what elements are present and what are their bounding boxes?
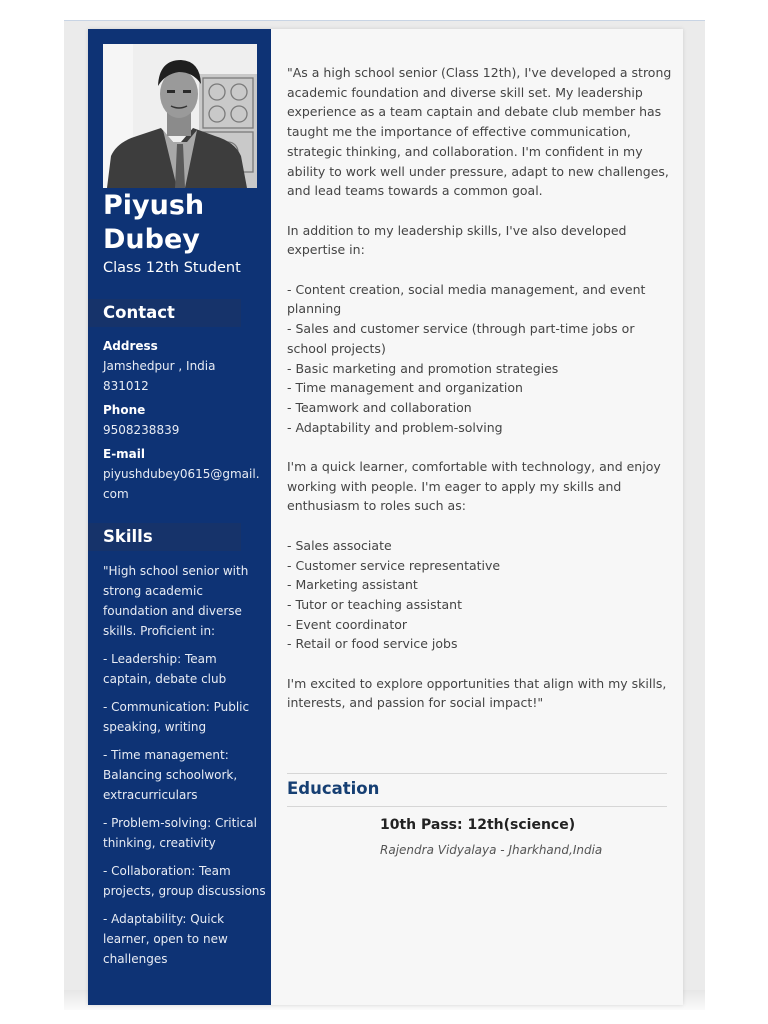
education-school: Rajendra Vidyalaya - Jharkhand,India <box>380 843 603 857</box>
resume-page <box>88 29 683 1005</box>
skills-section-title: Skills <box>103 527 153 546</box>
education-section-title: Education <box>287 779 380 798</box>
summary-section <box>287 63 672 733</box>
candidate-first-name: Piyush <box>103 190 205 221</box>
address-line-2: 831012 <box>103 379 149 393</box>
expertise-intro: In addition to my leadership skills, I've also developed expertise in: <box>287 222 627 258</box>
skill-item: - Leadership: Team captain, debate club <box>103 652 227 686</box>
skill-item: - Time management: Balancing schoolwork, extracurriculars <box>103 748 238 802</box>
phone-value: 9508238839 <box>103 423 180 437</box>
address-value <box>103 356 263 396</box>
skill-item: - Communication: Public speaking, writing <box>103 700 250 734</box>
role-item: - Marketing assistant <box>287 577 418 593</box>
candidate-role: Class 12th Student <box>103 260 241 276</box>
profile-photo <box>103 44 257 188</box>
role-item: - Tutor or teaching assistant <box>287 596 462 612</box>
expertise-item: - Adaptability and problem-solving <box>287 419 503 435</box>
skill-item: - Collaboration: Team projects, group discussions <box>103 864 266 898</box>
contact-section-header <box>88 299 241 327</box>
skill-item: - Adaptability: Quick learner, open to new challenges <box>103 912 228 966</box>
address-line-1: Jamshedpur , India <box>103 359 216 373</box>
expertise-item: - Sales and customer service (through part-time jobs or school projects) <box>287 321 635 356</box>
role-item: - Sales associate <box>287 537 392 553</box>
expertise-item: - Basic marketing and promotion strategies <box>287 360 559 376</box>
roles-intro: I'm a quick learner, comfortable with technology, and enjoy working with people. I'm eager to apply my skills and enthusiasm to roles such as: <box>287 459 661 514</box>
phone-label: Phone <box>103 403 146 417</box>
candidate-last-name: Dubey <box>103 224 200 255</box>
skill-item: - Problem-solving: Critical thinking, creativity <box>103 816 257 850</box>
expertise-item: - Time management and organization <box>287 380 523 396</box>
education-top-divider <box>287 773 667 774</box>
contact-section-title: Contact <box>103 303 175 322</box>
resume-sidebar <box>88 29 271 1005</box>
summary-intro: "As a high school senior (Class 12th), I've developed a strong academic foundation and diverse skill set. My leadership experience as a team captain and debate club member has taught me the importance of effective communication, strategic thinking, and collaboration. I'm confident in my ability to work well under pressure, adapt to new challenges, and lead teams towards a common goal. <box>287 65 672 199</box>
expertise-item: - Teamwork and collaboration <box>287 399 472 415</box>
expertise-item: - Content creation, social media management, and event planning <box>287 281 646 317</box>
role-item: - Retail or food service jobs <box>287 636 458 652</box>
summary-closing: I'm excited to explore opportunities that align with my skills, interests, and passion for social impact!" <box>287 675 667 711</box>
roles-list <box>287 536 672 654</box>
role-item: - Customer service representative <box>287 557 501 573</box>
skills-section-header <box>88 523 241 551</box>
education-bottom-divider <box>287 806 667 807</box>
expertise-list <box>287 280 672 438</box>
email-label: E-mail <box>103 447 146 461</box>
skill-item: "High school senior with strong academic foundation and diverse skills. Proficient in: <box>103 564 249 638</box>
profile-photo-image <box>103 44 257 188</box>
role-item: - Event coordinator <box>287 616 408 632</box>
email-value: piyushdubey0615@gmail.com <box>103 467 260 501</box>
education-degree: 10th Pass: 12th(science) <box>380 817 576 833</box>
address-label: Address <box>103 339 158 353</box>
skills-list <box>103 561 268 977</box>
candidate-name <box>103 189 263 257</box>
